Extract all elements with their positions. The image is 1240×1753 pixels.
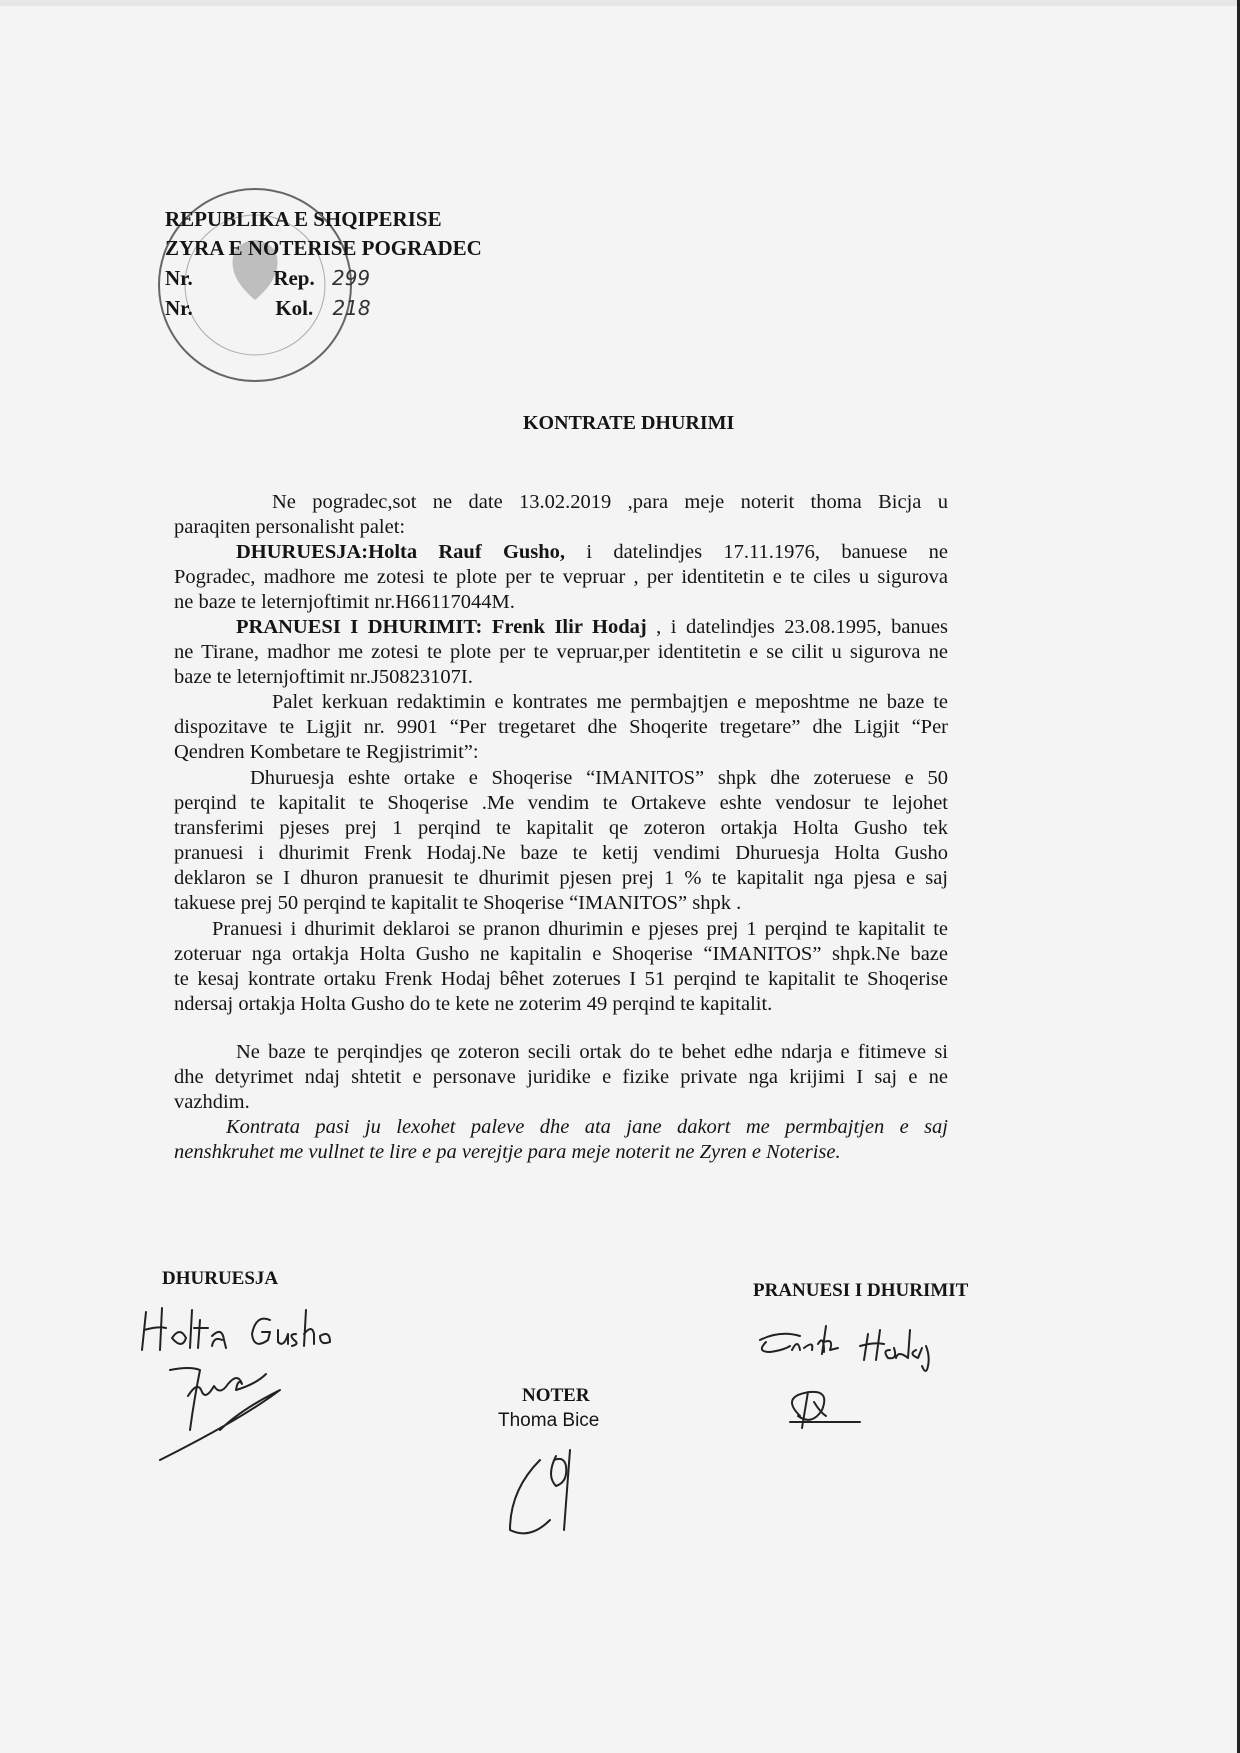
text-line: Kontrata pasi ju lexohet paleve dhe ata jane dakort me permbajtjen e saj [226,1116,948,1138]
text-line: transferimi pjeses prej 1 perqind te kapitalit qe zoteron ortakja Holta Gusho tek [174,817,948,839]
donor-label: DHURUESJA [162,1268,279,1289]
text-span: , i datelindjes 23.08.1995, banues [646,616,948,638]
text-line: baze te leternjoftimit nr.J50823107I. [174,666,473,688]
text-line [236,615,948,639]
nr-label: Nr. [165,266,193,290]
text-line: Pogradec, madhore me zotesi te plote per te vepruar , per identitetin e te ciles u sigurova [174,566,948,588]
recipient-signature [750,1320,980,1460]
header-office: ZYRA E NOTERISE POGRADEC [165,236,482,260]
text-line: Palet kerkuan redaktimin e kontrates me permbajtjen e meposhtme ne baze te [272,691,948,713]
donor-name: DHURUESJA:Holta Rauf Gusho, [236,541,566,563]
kol-value: 218 [332,296,371,320]
donor-signature [140,1300,400,1480]
text-line: paraqiten personalisht palet: [174,516,406,538]
text-line: pranuesi i dhurimit Frenk Hodaj.Ne baze te ketij vendimi Dhuruesja Holta Gusho [174,842,948,864]
notary-signature [500,1440,610,1550]
text-line: Dhuruesja eshte ortake e Shoqerise “IMANITOS” shpk dhe zoteruese e 50 [250,767,948,789]
kol-label: Kol. [275,296,314,320]
text-line: deklaron se I dhuron pranuesit te dhurimit pjesen prej 1 % te kapitalit nga pjesa e saj [174,867,948,889]
notary-label: NOTER [522,1385,590,1406]
nr-label: Nr. [165,296,193,320]
text-line: takuese prej 50 perqind te kapitalit te Shoqerise “IMANITOS” shpk . [174,892,742,914]
text-line: perqind te kapitalit te Shoqerise .Me vendim te Ortakeve eshte vendosur te lejohet [174,792,948,814]
text-line: Qendren Kombetare te Regjistrimit”: [174,741,479,763]
recipient-label: PRANUESI I DHURIMIT [753,1280,969,1301]
text-line: Pranuesi i dhurimit deklaroi se pranon dhurimin e pjeses prej 1 perqind te kapitalit te [212,918,948,940]
recipient-name: PRANUESI I DHURIMIT: Frenk Ilir Hodaj [236,616,647,638]
rep-label: Rep. [273,266,315,290]
text-line: ne baze te leternjoftimit nr.H66117044M. [174,591,515,613]
rep-value: 299 [331,266,371,290]
text-line: vazhdim. [174,1091,250,1113]
text-line: dhe detyrimet ndaj shtetit e personave juridike e fizike private nga krijimi I saj e ne [174,1066,948,1088]
text-line [236,540,948,564]
text-line: zoteruar nga ortakja Holta Gusho ne kapitalin e Shoqerise “IMANITOS” shpk.Ne baze [174,943,948,965]
text-line: nenshkruhet me vullnet te lire e pa verejtje para meje noterit ne Zyren e Noterise. [174,1141,841,1163]
text-line: dispozitave te Ligjit nr. 9901 “Per tregetaret dhe Shoqerite tregetare” dhe Ligjit “Per [174,716,948,738]
header-republic: REPUBLIKA E SHQIPERISE [165,207,442,231]
text-line: Ne pogradec,sot ne date 13.02.2019 ,para meje noterit thoma Bicja u [272,491,948,513]
text-line: te kesaj kontrate ortaku Frenk Hodaj bêhet zoterues I 51 perqind te kapitalit te Shoqerise [174,968,948,990]
text-span: i datelindjes 17.11.1976, banuese ne [565,541,948,563]
text-line: ne Tirane, madhor me zotesi te plote per te vepruar,per identitetin e se cilit u sigurova ne [174,641,948,663]
text-line: ndersaj ortakja Holta Gusho do te kete ne zoterim 49 perqind te kapitalit. [174,993,773,1015]
notary-name: Thoma Bice [498,1410,600,1431]
document-title: KONTRATE DHURIMI [523,412,735,434]
text-line: Ne baze te perqindjes qe zoteron secili ortak do te behet edhe ndarja e fitimeve si [236,1041,948,1063]
